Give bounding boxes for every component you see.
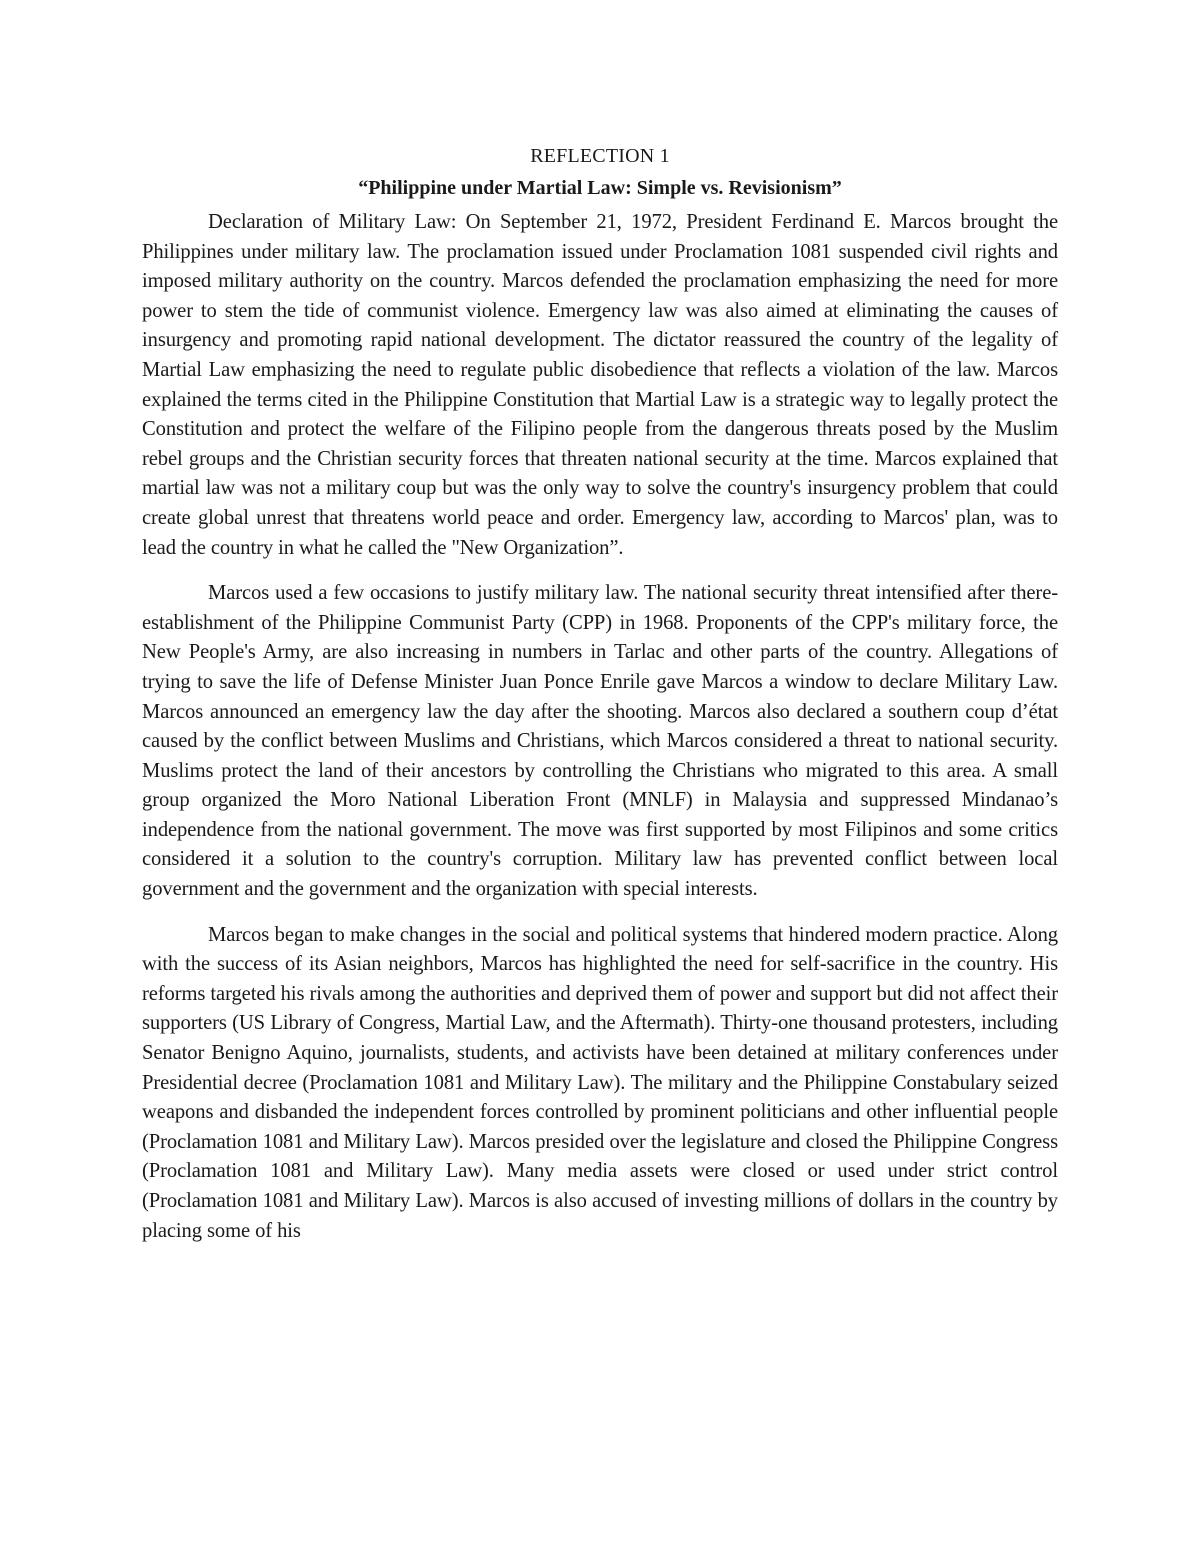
paragraph-declaration: Declaration of Military Law: On September 21, 1972, President Ferdinand E. Marcos brought the Philippines under military law. The proclamation issued under Proclamation 1081 suspended civil rights and imposed military authority on the country. Marcos defended the proclamation emphasizing the need for more power to stem the tide of communist violence. Emergency law was also aimed at eliminating the causes of insurgency and promoting rapid national development. The dictator reassured the country of the legality of Martial Law emphasizing the need to regulate public disobedience that reflects a violation of the law. Marcos explained the terms cited in the Philippine Constitution that Martial Law is a strategic way to legally protect the Constitution and protect the welfare of the Filipino people from the dangerous threats posed by the Muslim rebel groups and the Christian security forces that threaten national security at the time. Marcos explained that martial law was not a military coup but was the only way to solve the country's insurgency problem that could create global unrest that threatens world peace and order. Emergency law, according to Marcos' plan, was to lead the country in what he called the "New Organization”.: [142, 211, 1058, 559]
paragraph-reforms: Marcos began to make changes in the social and political systems that hindered modern practice. Along with the success of its Asian neighbors, Marcos has highlighted the need for self-sacrifice in the country. His reforms targeted his rivals among the authorities and deprived them of power and support but did not affect their supporters (US Library of Congress, Martial Law, and the Aftermath). Thirty-one thousand protesters, including Senator Benigno Aquino, journalists, students, and activists have been detained at military conferences under Presidential decree (Proclamation 1081 and Military Law). The military and the Philippine Constabulary seized weapons and disbanded the independent forces controlled by prominent politicians and other influential people (Proclamation 1081 and Military Law). Marcos presided over the legislature and closed the Philippine Congress (Proclamation 1081 and Military Law). Many media assets were closed or used under strict control (Proclamation 1081 and Military Law). Marcos is also accused of investing millions of dollars in the country by placing some of his: [142, 923, 1058, 1242]
document-subtitle: “Philippine under Martial Law: Simple vs. Revisionism”: [358, 177, 842, 199]
paragraph-justification: Marcos used a few occasions to justify military law. The national security threat intensified after there-establishment of the Philippine Communist Party (CPP) in 1968. Proponents of the CPP's military force, the New People's Army, are also increasing in numbers in Tarlac and other parts of the country. Allegations of trying to save the life of Defense Minister Juan Ponce Enrile gave Marcos a window to declare Military Law. Marcos announced an emergency law the day after the shooting. Marcos also declared a southern coup d’état caused by the conflict between Muslims and Christians, which Marcos considered a threat to national security. Muslims protect the land of their ancestors by controlling the Christians who migrated to this area. A small group organized the Moro National Liberation Front (MNLF) in Malaysia and suppressed Mindanao’s independence from the national government. The move was first supported by most Filipinos and some critics considered it a solution to the country's corruption. Military law has prevented conflict between local government and the government and the organization with special interests.: [142, 582, 1058, 901]
document-body: [142, 140, 1058, 1246]
document-title: REFLECTION 1: [530, 145, 670, 167]
